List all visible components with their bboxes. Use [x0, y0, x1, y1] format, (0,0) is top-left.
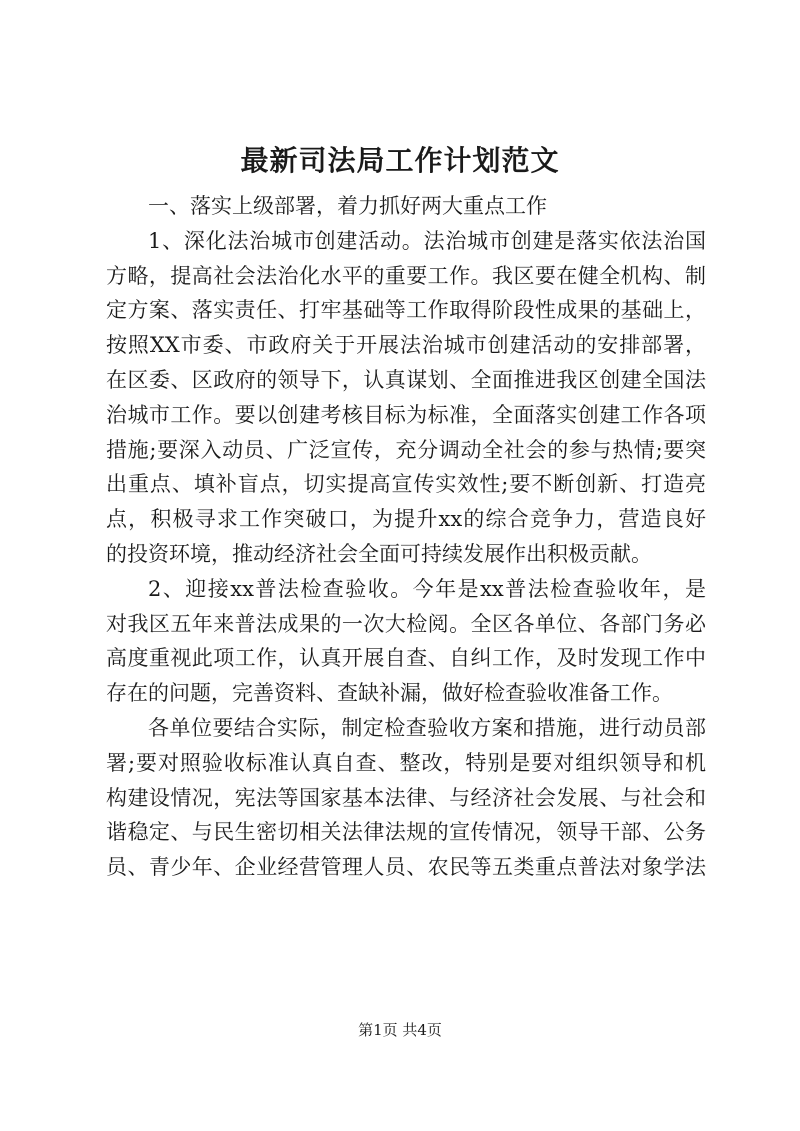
body-line: 存在的问题，完善资料、查缺补漏，做好检查验收准备工作。 [106, 681, 673, 706]
body-line: 署;要对照验收标准认真自查、整改，特别是要对组织领导和机 [106, 750, 706, 775]
body-line: 2、迎接xx普法检查验收。今年是xx普法检查验收年，是 [148, 576, 706, 601]
page-footer: 第1页 共4页 [358, 1021, 442, 1039]
body-line: 定方案、落实责任、打牢基础等工作取得阶段性成果的基础上， [106, 298, 706, 323]
body-line: 方略，提高社会法治化水平的重要工作。我区要在健全机构、制 [106, 263, 706, 288]
body-line: 出重点、填补盲点，切实提高宣传实效性;要不断创新、打造亮 [106, 472, 706, 497]
body-line: 点，积极寻求工作突破口，为提升xx的综合竞争力，营造良好 [106, 507, 706, 532]
body-line: 1、深化法治城市创建活动。法治城市创建是落实依法治国 [148, 228, 706, 253]
body-line: 谐稳定、与民生密切相关法律法规的宣传情况，领导干部、公务 [106, 820, 706, 845]
body-line: 治城市工作。要以创建考核目标为标准，全面落实创建工作各项 [106, 402, 706, 427]
body-line: 按照XX市委、市政府关于开展法治城市创建活动的安排部署， [106, 333, 706, 358]
body-line: 对我区五年来普法成果的一次大检阅。全区各单位、各部门务必 [106, 611, 706, 636]
body-line: 的投资环境，推动经济社会全面可持续发展作出积极贡献。 [106, 541, 652, 566]
body-line: 在区委、区政府的领导下，认真谋划、全面推进我区创建全国法 [106, 367, 706, 392]
body-line: 措施;要深入动员、广泛宣传，充分调动全社会的参与热情;要突 [106, 437, 706, 462]
body-line: 员、青少年、企业经营管理人员、农民等五类重点普法对象学法 [106, 855, 706, 880]
body-line: 各单位要结合实际，制定检查验收方案和措施，进行动员部 [148, 715, 706, 740]
document-body [106, 189, 706, 885]
section-heading: 一、落实上级部署，着力抓好两大重点工作 [148, 194, 547, 218]
body-line: 构建设情况，宪法等国家基本法律、与经济社会发展、与社会和 [106, 785, 706, 810]
body-line: 高度重视此项工作，认真开展自查、自纠工作，及时发现工作中 [106, 646, 706, 671]
document-title: 最新司法局工作计划范文 [240, 144, 560, 177]
